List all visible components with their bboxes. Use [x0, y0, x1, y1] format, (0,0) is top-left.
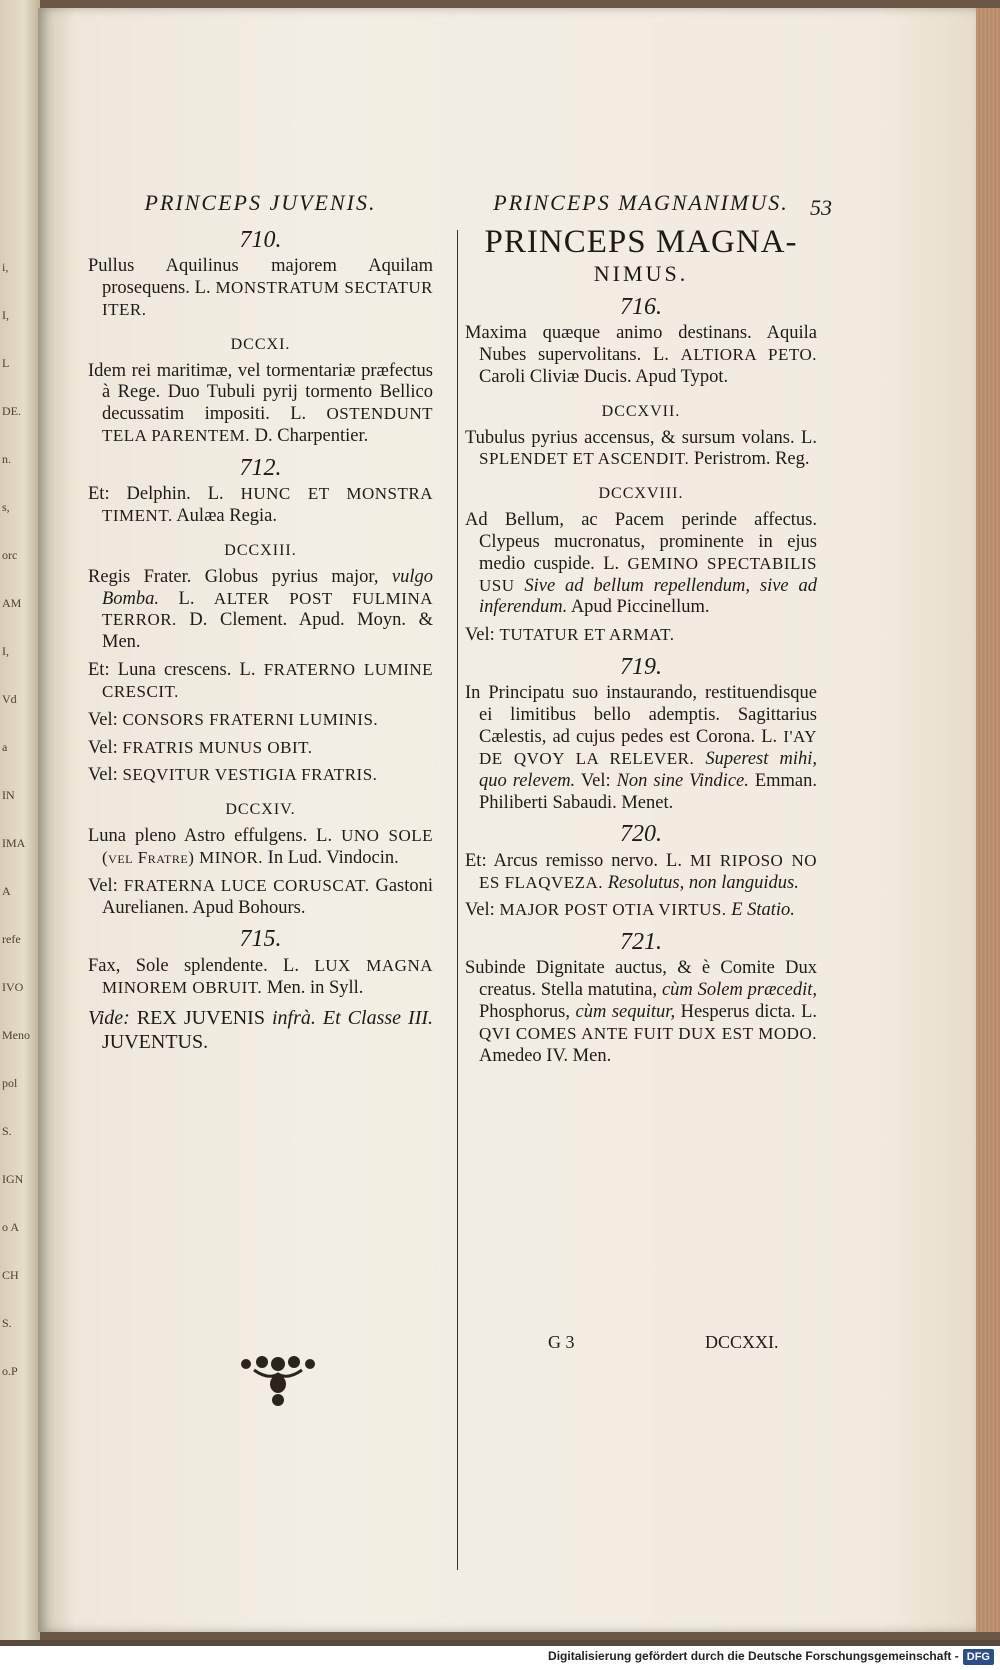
- right-entry-motto: GEMINO SPECTABILIS USU: [479, 553, 817, 595]
- right-column: [465, 190, 817, 1074]
- left-entry-text: Vel:: [88, 737, 118, 758]
- right-entry-italic: E Statio.: [731, 900, 795, 921]
- section-title-cont: NIMUS.: [593, 260, 689, 286]
- right-entry-italic2: Non sine Vindice.: [616, 770, 749, 791]
- left-page-fragment: n.: [2, 452, 11, 466]
- right-entry-number: 721.: [620, 929, 662, 956]
- left-entry-source: Aulæa Regia.: [176, 506, 278, 527]
- right-entry-motto: I'AY DE QVOY LA RELEVER.: [479, 727, 818, 768]
- left-entry-roman: DCCXIV.: [225, 801, 296, 819]
- left-page-fragment: L: [2, 356, 10, 370]
- left-entry-source: Men. in Syll.: [266, 977, 364, 998]
- right-entry: [465, 958, 817, 1067]
- right-entry-italic: cùm Solem præcedit,: [661, 980, 818, 1001]
- right-entry-source: Apud Piccinellum.: [570, 597, 710, 618]
- left-entry-text: Fax, Sole splendente. L.: [88, 955, 299, 976]
- left-entry-source: D. Clement. Apud. Moyn. & Men.: [102, 610, 433, 653]
- vide-ref: REX JUVENIS: [136, 1007, 265, 1030]
- left-entry-source: Gastoni Aurelianen. Apud Bohours.: [102, 875, 434, 918]
- left-entry: [88, 710, 433, 732]
- left-page-fragment: IGN: [2, 1172, 24, 1186]
- right-entry-motto: TUTATUR ET ARMAT.: [499, 625, 675, 645]
- left-entry-motto: LUX MAGNA MINOREM OBRUIT.: [102, 955, 433, 997]
- right-entry-source: Peristrom. Reg.: [693, 449, 810, 470]
- footer-text: Digitalisierung gefördert durch die Deutsche Forschungsgemeinschaft -: [548, 1649, 959, 1663]
- vide-reference: [88, 1007, 433, 1054]
- left-page-fragment: I,: [2, 644, 9, 658]
- left-page-fragment: DE.: [2, 404, 21, 418]
- left-column: [88, 190, 433, 1061]
- left-entry-motto: SEQVITUR VESTIGIA FRATRIS.: [122, 765, 378, 785]
- right-entry-text2: Phosphorus,: [479, 1002, 570, 1023]
- left-entry: [88, 956, 433, 1000]
- right-entry-italic2: cùm sequitur,: [575, 1002, 676, 1023]
- left-entry-text: Et: Luna crescens. L.: [88, 660, 256, 681]
- left-page-fragment: IMA: [2, 836, 26, 850]
- right-entry-motto: ALTIORA PETO.: [680, 345, 818, 365]
- left-page-fragment: A: [2, 884, 11, 898]
- dfg-logo: DFG: [963, 1649, 994, 1665]
- page-number: 53: [810, 195, 832, 220]
- left-page-fragment: I,: [2, 308, 9, 322]
- left-entry-roman: DCCXIII.: [224, 541, 297, 559]
- left-entry: [88, 660, 433, 704]
- left-page-fragment: orc: [2, 548, 18, 562]
- left-entry-text: Vel:: [88, 875, 118, 896]
- right-entry-number: 720.: [620, 821, 662, 848]
- digitization-footer: [0, 1646, 1000, 1670]
- left-entry-italic: vulgo Bomba.: [102, 566, 434, 609]
- left-page-fragment: s,: [2, 500, 10, 514]
- left-entry-motto: CONSORS FRATERNI LUMINIS.: [122, 709, 379, 729]
- right-entry-motto: MI RIPOSO NO ES FLAQVEZA.: [479, 850, 818, 892]
- left-page-fragment: a: [2, 740, 8, 754]
- right-entry-italic: Superest mihi, quo relevem.: [479, 748, 817, 791]
- right-entry-text: In Principatu suo instaurando, restituendisque ei limitibus bello ademptis. Sagittarius Cælestis, ad cujus pedes est Corona. L.: [465, 683, 817, 748]
- right-entry-text: Et: Arcus remisso nervo. L.: [465, 850, 682, 871]
- left-page-fragment: IN: [2, 788, 15, 802]
- right-entry: [465, 900, 817, 922]
- left-entry-text: Vel:: [88, 709, 118, 730]
- right-entry-motto: SPLENDET ET ASCENDIT.: [479, 449, 690, 469]
- right-entry-source: Caroli Cliviæ Ducis. Apud Typot.: [479, 366, 729, 387]
- right-entry-text: Ad Bellum, ac Pacem perinde affectus. Clypeus mucronatus, prominente in ejus medio cuspide. L.: [465, 510, 817, 574]
- right-entry: [465, 851, 817, 895]
- signature-mark: G 3: [548, 1332, 575, 1352]
- left-entry-source: In Lud. Vindocin.: [267, 847, 399, 868]
- left-page-fragment: pol: [2, 1076, 18, 1090]
- left-page-fragment: S.: [2, 1316, 12, 1330]
- left-entry: [88, 256, 433, 321]
- right-entry-text: Maxima quæque animo destinans. Aquila Nubes supervolitans. L.: [465, 323, 817, 366]
- vide-rest2: III.: [408, 1007, 434, 1030]
- left-entry-motto: FRATERNA LUCE CORUSCAT.: [123, 875, 370, 895]
- left-entry: [88, 738, 433, 760]
- right-entry-text: Vel:: [465, 625, 495, 646]
- right-entry-text3: Hesperus dicta. L.: [680, 1002, 817, 1023]
- right-entry-text: Vel:: [465, 900, 495, 921]
- left-entry-roman: DCCXI.: [230, 335, 291, 353]
- vide-ref2: JUVENTUS.: [102, 1030, 209, 1053]
- right-entry-source: Amedeo IV. Men.: [479, 1045, 612, 1066]
- left-entries: [88, 226, 433, 999]
- left-entry: [88, 765, 433, 787]
- right-entry-text2: Vel:: [580, 770, 611, 791]
- catchword: DCCXXI.: [705, 1332, 779, 1352]
- right-entry-italic: Sive ad bellum repellendum, sive ad inferendum.: [479, 575, 817, 618]
- left-entry-motto: FRATRIS MUNUS OBIT.: [122, 737, 313, 757]
- left-entry: [88, 484, 433, 528]
- left-page-fragment: Vd: [2, 692, 17, 706]
- left-page-fragment: CH: [2, 1268, 19, 1282]
- left-page-fragment: Meno: [2, 1028, 30, 1042]
- left-entry-motto: HUNC ET MONSTRA TIMENT.: [102, 484, 433, 526]
- left-page-fragment: i,: [2, 260, 9, 274]
- left-entry-text: Idem rei maritimæ, vel tormentariæ præfectus à Rege. Duo Tubuli pyrij tormento Bellico decussatim impositi. L.: [88, 360, 433, 425]
- column-rule: [457, 230, 458, 1570]
- left-entry-text: Pullus Aquilinus majorem Aquilam prosequens. L.: [88, 256, 433, 299]
- left-entry: [88, 876, 433, 920]
- left-entry-motto: ALTER POST FULMINA TERROR.: [102, 588, 434, 630]
- left-entry-motto: OSTENDUNT TELA PARENTEM.: [102, 404, 434, 446]
- right-entry-source: Emman. Philiberti Sabaudi. Menet.: [479, 770, 817, 813]
- left-page-edge: [0, 0, 40, 1640]
- left-entry-motto: MONSTRATUM SECTATUR ITER.: [102, 278, 433, 319]
- right-entry-number: 719.: [620, 654, 662, 681]
- left-page-fragment: refe: [2, 932, 21, 946]
- left-entry-text: Luna pleno Astro effulgens. L.: [88, 826, 333, 847]
- right-entry-italic: Resolutus, non languidus.: [607, 872, 799, 893]
- left-entry-source: D. Charpentier.: [254, 426, 369, 447]
- right-entry: [465, 510, 817, 619]
- right-entry: [465, 683, 817, 814]
- left-page-fragment: IVO: [2, 980, 24, 994]
- fore-edge: [976, 8, 1000, 1632]
- right-entry-roman: DCCXVIII.: [598, 485, 684, 503]
- right-entry: [465, 428, 817, 472]
- left-entry: [88, 826, 433, 870]
- right-entries: [465, 293, 817, 1068]
- left-entry-text: Et: Delphin. L.: [88, 484, 224, 505]
- right-entry: [465, 323, 817, 388]
- left-entry-text: Vel:: [88, 765, 118, 786]
- left-page-fragment: o.P: [2, 1364, 18, 1378]
- left-entry: [88, 361, 433, 448]
- vide-rest1: infrà. Et Classe: [271, 1007, 402, 1030]
- right-entry-roman: DCCXVII.: [601, 402, 681, 420]
- left-entry-text: Regis Frater. Globus pyrius major,: [88, 566, 379, 587]
- running-head-left: PRINCEPS JUVENIS.: [144, 190, 377, 215]
- right-entry: [465, 625, 817, 647]
- right-entry-motto: QVI COMES ANTE FUIT DUX EST MODO.: [479, 1023, 817, 1043]
- left-page-fragment: S.: [2, 1124, 12, 1138]
- left-entry-number: 710.: [239, 226, 282, 253]
- left-page-fragment: AM: [2, 596, 22, 610]
- right-entry-text: Tubulus pyrius accensus, & sursum volans. L.: [465, 427, 817, 448]
- left-entry-number: 712.: [239, 454, 282, 481]
- left-entry-motto: FRATERNO LUMINE CRESCIT.: [102, 660, 434, 701]
- vide-label: Vide:: [88, 1007, 130, 1030]
- left-page-fragment: o A: [2, 1220, 20, 1234]
- right-entry-number: 716.: [620, 293, 662, 320]
- tailpiece-ornament: [228, 1350, 328, 1415]
- running-head-right: PRINCEPS MAGNANIMUS.: [493, 190, 789, 215]
- section-title: PRINCEPS MAGNA-: [484, 223, 798, 260]
- right-entry-motto: MAJOR POST OTIA VIRTUS.: [499, 900, 727, 920]
- left-entry: [88, 567, 433, 654]
- right-entry-text: Subinde Dignitate auctus, & è Comite Dux creatus. Stella matutina,: [465, 958, 817, 1001]
- left-entry-motto: UNO SOLE (vel Fratre) MINOR.: [102, 826, 433, 867]
- left-entry-text2: L.: [178, 588, 195, 609]
- left-entry-number: 715.: [239, 926, 282, 953]
